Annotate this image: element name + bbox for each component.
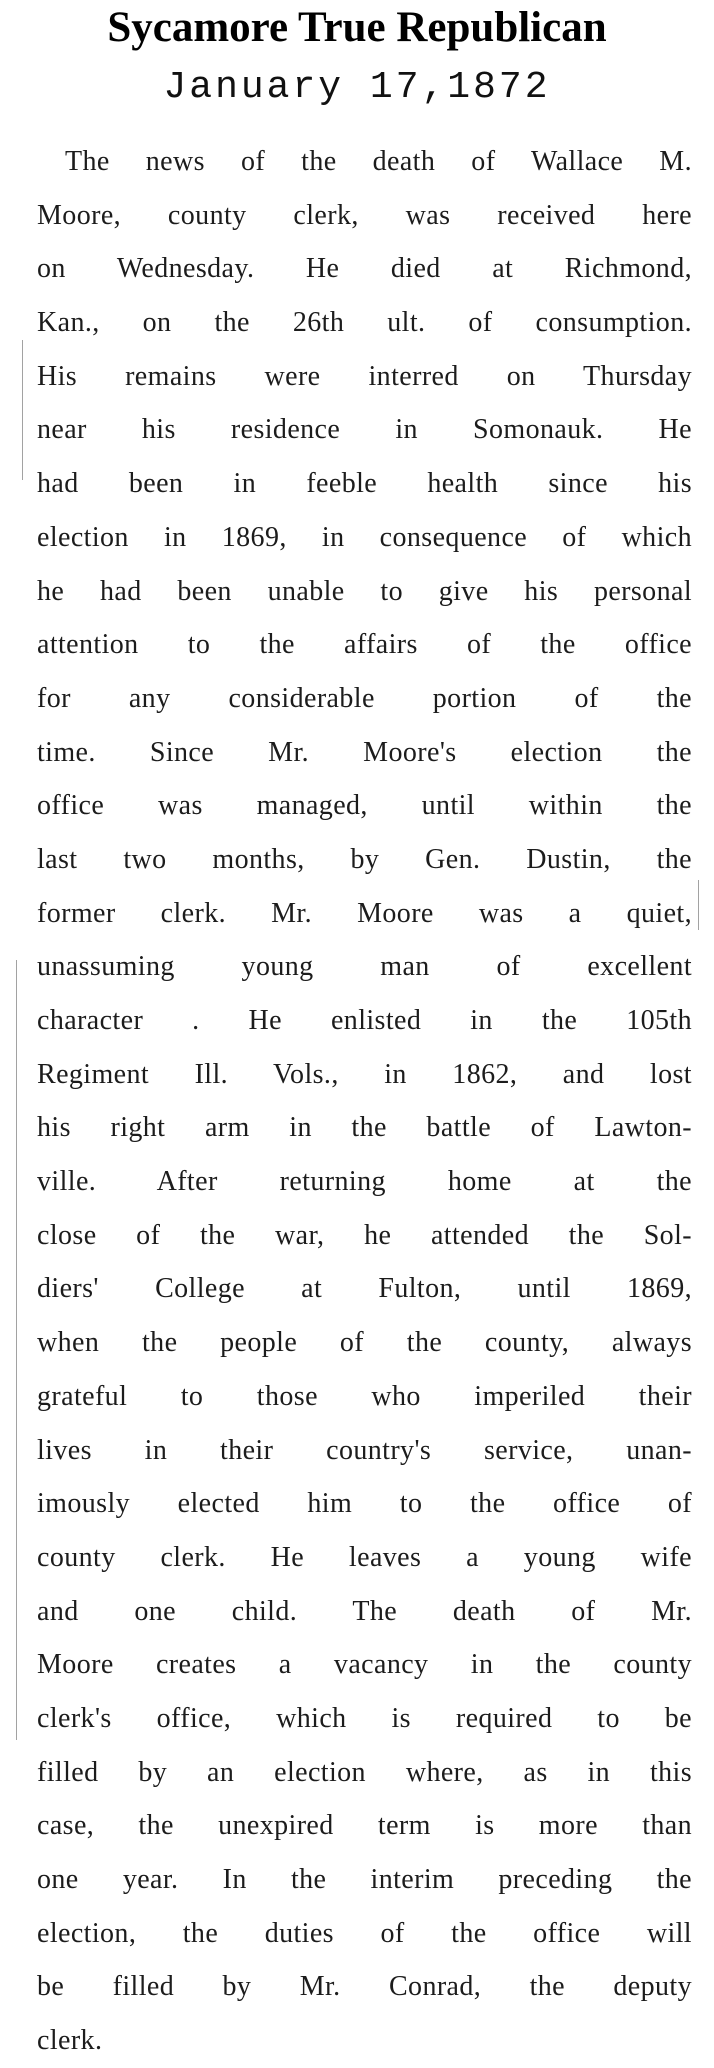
article-line: one year. In the interim preceding the (37, 1864, 692, 1895)
article-line: for any considerable portion of the (37, 682, 692, 714)
article-line: his right arm in the battle of Lawton- (37, 1112, 692, 1144)
publication-date: January 17,1872 (163, 66, 551, 109)
obituary-article (37, 135, 692, 2068)
article-line: attention to the affairs of the office (37, 629, 692, 661)
article-line: be filled by Mr. Conrad, the deputy (37, 1971, 692, 2003)
article-line: The news of the death of Wallace M. (65, 146, 692, 177)
article-line: clerk's office, which is required to be (37, 1702, 692, 1734)
article-line: unassuming young man of excellent (37, 951, 692, 983)
article-line: imously elected him to the office of (37, 1488, 692, 1520)
article-line: and one child. The death of Mr. (37, 1595, 692, 1627)
scan-edge-mark (22, 340, 23, 480)
article-line: Moore, county clerk, was received here (37, 199, 692, 231)
newspaper-title: Sycamore True Republican (107, 4, 607, 51)
article-line: county clerk. He leaves a young wife (37, 1541, 692, 1573)
article-line: Regiment Ill. Vols., in 1862, and lost (37, 1058, 692, 1090)
article-line: clerk. (37, 2025, 103, 2057)
article-line: diers' College at Fulton, until 1869, (37, 1273, 692, 1305)
article-line: last two months, by Gen. Dustin, the (37, 843, 692, 875)
article-line: former clerk. Mr. Moore was a quiet, (37, 897, 692, 929)
article-line: near his residence in Somonauk. He (37, 414, 692, 446)
article-line: character . He enlisted in the 105th (37, 1005, 692, 1036)
article-line: filled by an election where, as in this (37, 1756, 692, 1788)
article-line: he had been unable to give his personal (37, 575, 692, 607)
article-line: Moore creates a vacancy in the county (37, 1649, 692, 1681)
article-line: office was managed, until within the (37, 790, 692, 822)
article-line: time. Since Mr. Moore's election the (37, 736, 692, 768)
article-line: case, the unexpired term is more than (37, 1810, 692, 1842)
article-line: His remains were interred on Thursday (37, 360, 692, 392)
article-line: close of the war, he attended the Sol- (37, 1219, 692, 1251)
article-line: election in 1869, in consequence of which (37, 521, 692, 553)
article-line: had been in feeble health since his (37, 468, 692, 500)
article-line: Kan., on the 26th ult. of consumption. (37, 307, 692, 339)
article-line: on Wednesday. He died at Richmond, (37, 253, 692, 285)
article-line: election, the duties of the office will (37, 1917, 692, 1949)
article-line: lives in their country's service, unan- (37, 1434, 692, 1466)
scan-edge-mark (16, 960, 17, 1740)
article-line: grateful to those who imperiled their (37, 1380, 692, 1412)
scan-edge-mark (698, 880, 699, 930)
article-line: when the people of the county, always (37, 1327, 692, 1359)
article-line: ville. After returning home at the (37, 1166, 692, 1198)
